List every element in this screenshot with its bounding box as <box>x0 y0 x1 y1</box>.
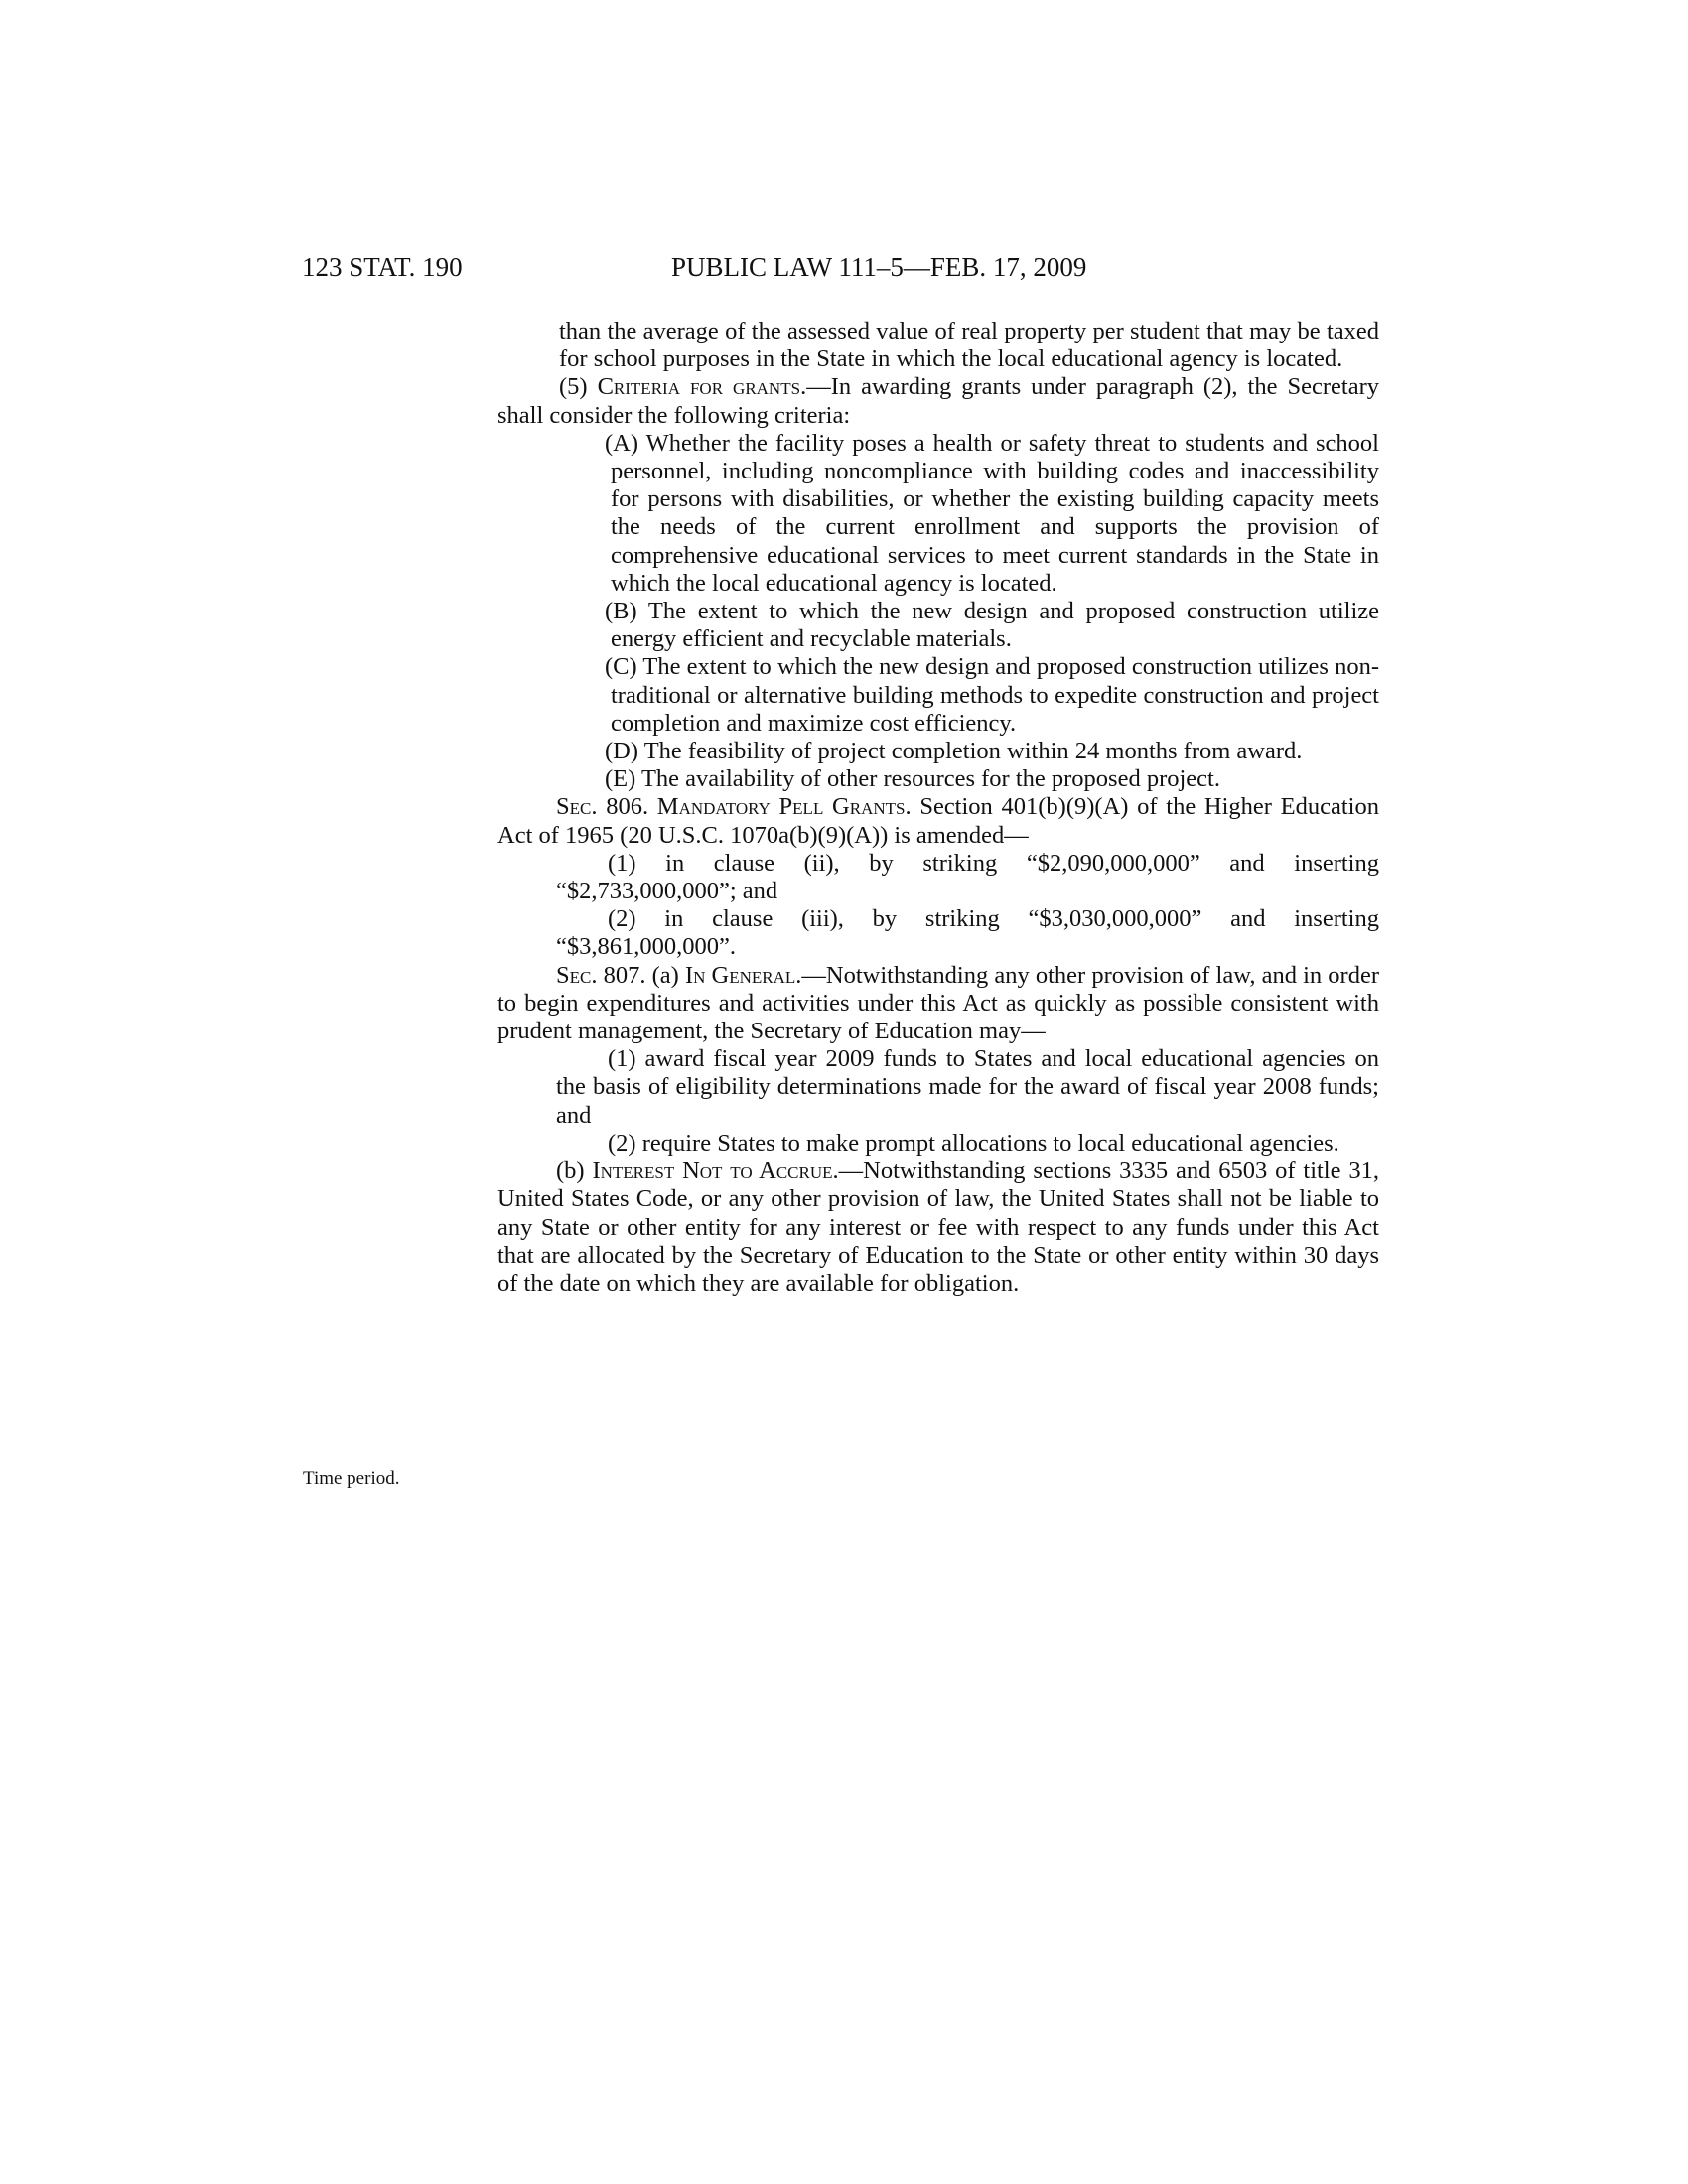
stat-page-number: 123 STAT. 190 <box>302 252 463 282</box>
section-806 <box>497 793 1379 849</box>
paragraph-label: (5) <box>559 373 598 401</box>
subsection-heading: In General <box>684 961 796 989</box>
paragraph-continuation: than the average of the assessed value of real property per student that may be taxed for school purposes in the State in which the local educational agency is located. <box>559 318 1379 373</box>
subsection-text: .—Notwithstanding sections 3335 and 6503 of title 31, United States Code, or any other provision of law, the United States shall not be liable to any State or other entity for any interest or fee with respect to any funds under this Act that are allocated by the Secretary of Education to the State or other entity within 30 days of the date on which they are available for obligation. <box>497 1158 1379 1297</box>
subsection-text: .—Notwithstanding any other provision of law, and in order to begin expenditures and activities under this Act as quickly as possible consistent with prudent management, the Secretary of Education may— <box>497 961 1379 1045</box>
paragraph-text: .—In awarding grants under paragraph (2), the Secretary shall consider the following criteria: <box>497 373 1379 429</box>
section-text: Section 401(b)(9)(A) of the Higher Education Act of 1965 (20 U.S.C. 1070a(b)(9)(A)) is amended— <box>497 793 1379 849</box>
section-heading: Sec. 806. Mandatory Pell Grants. <box>556 793 912 821</box>
section-807-clause-1: (1) award fiscal year 2009 funds to States and local educational agencies on the basis of eligibility determinations made for the award of fiscal year 2008 funds; and <box>556 1045 1379 1129</box>
criterion-c: (C) The extent to which the new design and proposed construction utilizes non-traditional or alternative building methods to expedite construction and project completion and maximize cost efficiency. <box>605 653 1379 737</box>
document-body <box>497 318 1379 1297</box>
criterion-d: (D) The feasibility of project completion within 24 months from award. <box>605 738 1303 765</box>
paragraph-5-criteria <box>497 373 1379 429</box>
section-807-clause-2: (2) require States to make prompt allocations to local educational agencies. <box>608 1129 1339 1157</box>
section-807-b <box>497 1158 1379 1297</box>
running-title: PUBLIC LAW 111–5—FEB. 17, 2009 <box>671 252 1087 282</box>
criterion-b: (B) The extent to which the new design and proposed construction utilize energy efficient and recyclable materials. <box>605 598 1379 653</box>
section-806-clause-1: (1) in clause (ii), by striking “$2,090,000,000” and inserting “$2,733,000,000”; and <box>556 849 1379 905</box>
section-807-a <box>497 962 1379 1046</box>
subsection-label: (b) <box>556 1158 593 1185</box>
section-sec-label: Sec. <box>556 961 598 989</box>
criterion-a: (A) Whether the facility poses a health or safety threat to students and school personnel, including noncompliance with building codes and inaccessibility for persons with disabilities, or whether the existing building capacity meets the needs of the current enrollment and supports the provision of comprehensive educational services to meet current standards in the State in which the local educational agency is located. <box>605 429 1379 597</box>
paragraph-heading: Criteria for grants <box>597 373 801 401</box>
section-number: 807. (a) <box>597 961 685 989</box>
subsection-heading: Interest Not to Accrue <box>592 1158 833 1185</box>
margin-note: Time period. <box>303 1468 400 1489</box>
section-806-clause-2: (2) in clause (iii), by striking “$3,030,000,000” and inserting “$3,861,000,000”. <box>556 905 1379 961</box>
criterion-e: (E) The availability of other resources for the proposed project. <box>605 765 1220 793</box>
